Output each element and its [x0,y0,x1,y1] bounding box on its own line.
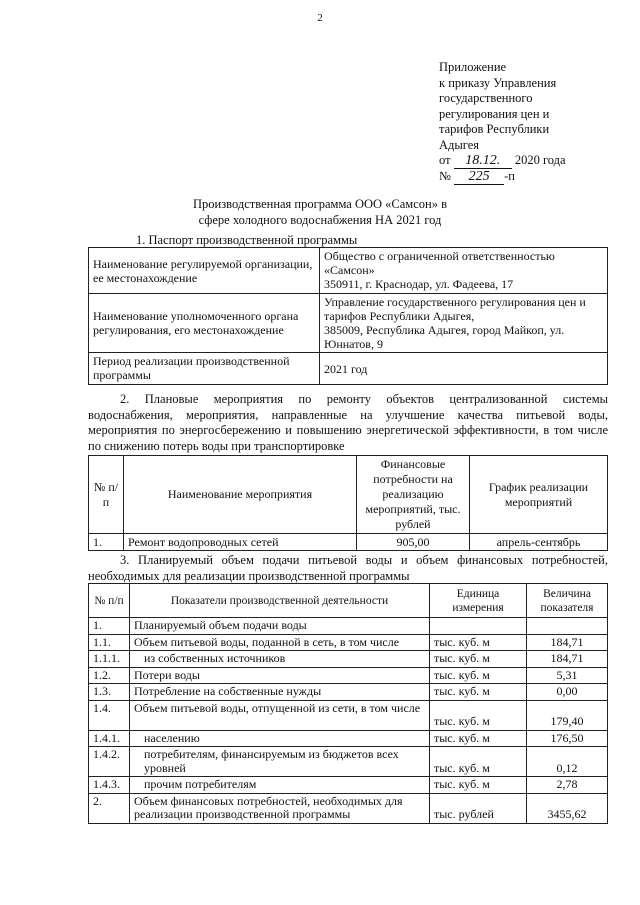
section1-heading: 1. Паспорт производственной программы [136,233,358,247]
table-row [89,700,608,730]
passport-value-line: 350911, г. Краснодар, ул. Фадеева, 17 [324,277,514,291]
number-prefix: № [439,169,451,183]
cell-num: 1.1.1. [89,651,130,668]
handwritten-date: 18.12. [454,154,512,169]
appendix-line: к приказу Управления [439,75,557,90]
table-row [89,248,608,294]
cell-num: 1.4.2. [89,747,130,777]
cell-num: 1. [89,534,124,551]
cell-num: 1.4.3. [89,777,130,794]
cell-unit [430,618,527,635]
passport-value-line: 385009, Республика Адыгея, город Майкоп, ул. Юннатов, 9 [324,323,565,351]
appendix-line: Приложение [439,60,507,74]
cell-value: 5,31 [527,667,608,684]
cell-indicator: Потребление на собственные нужды [130,684,430,701]
cell-indicator: прочим потребителям [130,777,430,794]
page-number: 2 [317,12,323,24]
cell-num: 1. [89,618,130,635]
cell-value [527,618,608,635]
cell-value: 176,50 [527,730,608,747]
handwritten-number: 225 [454,170,504,185]
cell-indicator: из собственных источников [130,651,430,668]
appendix-date [439,153,629,169]
col-header-schedule: График реализации мероприятий [470,456,608,534]
passport-value-line: 2021 год [324,361,368,376]
section2-paragraph: 2. Плановые мероприятия по ремонту объектов централизованной системы водоснабжения, мероприятия, направленные на улучшение качества питьевой воды, мероприятия по энергосбережению и повышению энергетической эффективности, в том числе по снижению потерь воды при транспортировке [88,392,608,453]
cell-value: 2,78 [527,777,608,794]
appendix-line: Адыгея [439,137,480,152]
cell-unit: тыс. куб. м [430,747,527,777]
col-header-value: Величина показателя [527,584,608,618]
table-row [89,684,608,701]
cell-indicator: Объем финансовых потребностей, необходимых для реализации производственной программы [130,793,430,823]
table-row [89,294,608,353]
cell-num: 1.1. [89,634,130,651]
appendix-line: регулирования цен и [439,106,550,121]
section3-paragraph: 3. Планируемый объем подачи питьевой воды и объем финансовых потребностей, необходимых для реализации производственной программы [88,553,608,583]
col-header-num: № п/п [89,584,130,618]
cell-finance: 905,00 [357,534,470,551]
table-row [89,747,608,777]
number-suffix: -п [504,169,515,183]
date-prefix: от [439,153,451,167]
table-row [89,777,608,794]
passport-label: Период реализации производственной программы [89,353,320,385]
table-row [89,534,608,551]
col-header-finance: Финансовые потребности на реализацию мероприятий, тыс. рублей [357,456,470,534]
activities-table [88,455,608,551]
passport-value [320,294,608,353]
cell-unit: тыс. куб. м [430,651,527,668]
cell-name: Ремонт водопроводных сетей [124,534,357,551]
date-suffix: 2020 года [514,153,566,167]
passport-value-line: Управление государственного регулирования цен и тарифов Республики Адыгея, [324,295,586,323]
appendix-block [439,60,629,185]
table-row [89,634,608,651]
cell-value: 3455,62 [527,793,608,823]
cell-unit: тыс. куб. м [430,777,527,794]
cell-indicator: Объем питьевой воды, поданной в сеть, в том числе [130,634,430,651]
passport-label: Наименование регулируемой организации, ее местонахождение [89,248,320,294]
passport-value [320,353,608,385]
cell-indicator: потребителям, финансируемым из бюджетов всех уровней [130,747,430,777]
cell-unit: тыс. куб. м [430,730,527,747]
cell-value: 184,71 [527,634,608,651]
col-header-num: № п/п [89,456,124,534]
cell-indicator: Потери воды [130,667,430,684]
table-header-row [89,584,608,618]
cell-unit: тыс. куб. м [430,667,527,684]
table-row [89,730,608,747]
cell-unit: тыс. куб. м [430,684,527,701]
table-row [89,651,608,668]
passport-label: Наименование уполномоченного органа регулирования, его местонахождение [89,294,320,353]
cell-indicator: Планируемый объем подачи воды [130,618,430,635]
cell-unit: тыс. куб. м [430,634,527,651]
passport-table [88,247,608,385]
indicator-rows [89,618,608,824]
cell-value: 0,12 [527,747,608,777]
table-row [89,353,608,385]
table-row [89,618,608,635]
appendix-line: государственного [439,91,533,105]
title-line: Производственная программа ООО «Самсон» в [193,197,447,211]
cell-value: 0,00 [527,684,608,701]
table-row [89,667,608,684]
appendix-number [439,169,629,185]
cell-num: 1.4. [89,700,130,730]
cell-num: 1.3. [89,684,130,701]
cell-indicator: Объем питьевой воды, отпущенной из сети, в том числе [130,700,430,730]
cell-schedule: апрель-сентябрь [470,534,608,551]
indicators-table [88,583,608,824]
passport-value-line: Общество с ограниченной ответственностью «Самсон» [324,249,555,277]
cell-value: 184,71 [527,651,608,668]
cell-num: 2. [89,793,130,823]
cell-unit: тыс. рублей [430,793,527,823]
col-header-unit: Единица измерения [430,584,527,618]
table-header-row [89,456,608,534]
cell-unit: тыс. куб. м [430,700,527,730]
cell-num: 1.4.1. [89,730,130,747]
cell-indicator: населению [130,730,430,747]
appendix-line: тарифов Республики [439,122,550,136]
col-header-indicator: Показатели производственной деятельности [130,584,430,618]
cell-value: 179,40 [527,700,608,730]
cell-num: 1.2. [89,667,130,684]
document-title [0,196,640,228]
passport-value [320,248,608,294]
title-line: сфере холодного водоснабжения НА 2021 год [198,213,442,227]
col-header-name: Наименование мероприятия [124,456,357,534]
table-row [89,793,608,823]
